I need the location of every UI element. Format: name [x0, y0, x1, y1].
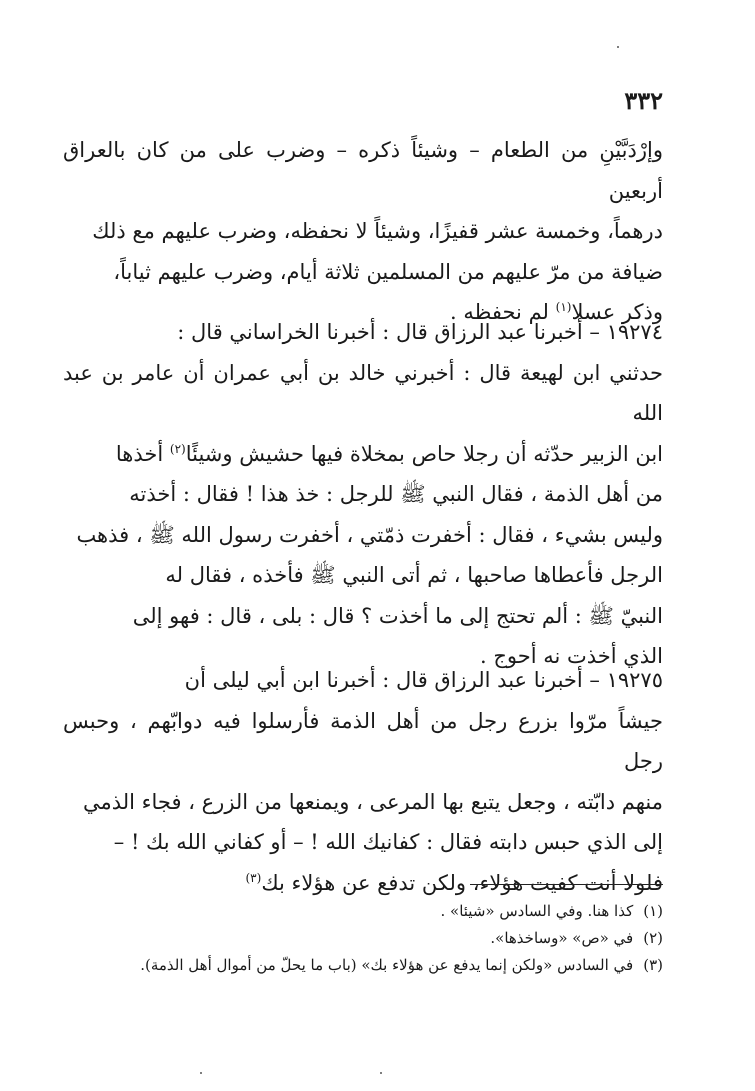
text-line: النبيّ ﷺ : ألم تحتج إلى ما أخذت ؟ قال : بلى ، قال : فهو إلى [132, 603, 663, 628]
text-line: حدثني ابن لهيعة قال : أخبرني خالد بن أبي عمران أن عامر بن عبد الله [63, 360, 663, 425]
footnote-text: في «ص» «وساخذها». [490, 929, 634, 947]
paragraph-19274 [63, 312, 663, 677]
text-line: درهماً، وخمسة عشر قفيزًا، وشيئاً لا نحفظه، وضرب عليهم مع ذلك [92, 219, 663, 243]
footnote-text: في السادس «ولكن إنما يدفع عن هؤلاء بك» (باب ما يحلّ من أموال أهل الذمة). [140, 956, 634, 974]
text-line: من أهل الذمة ، فقال النبي ﷺ للرجل : خذ هذا ! فقال : أخذته [129, 482, 663, 506]
footnote-divider [470, 884, 663, 885]
page-speck [380, 1072, 382, 1074]
paragraph-1 [63, 130, 663, 333]
footnote-1 [53, 898, 663, 925]
text-segment: وذكر عسلا [571, 300, 663, 324]
footnotes [53, 898, 663, 979]
footnote-number: (٢) [643, 929, 663, 947]
page-speck [617, 46, 619, 48]
text-line: وإرْدَبَّيْنِ من الطعام – وشيئاً ذكره – وضرب على من كان بالعراق أربعين [63, 138, 663, 203]
page-speck [200, 1072, 202, 1074]
text-segment: لم نحفظه . [450, 300, 556, 324]
text-line: وليس بشيء ، فقال : أخفرت ذمّتي ، أخفرت رسول الله ﷺ ، فذهب [76, 522, 663, 547]
text-segment: أخذها [115, 441, 170, 466]
footnote-ref-1: (١) [555, 300, 572, 314]
text-line [63, 434, 663, 475]
footnote-text: كذا هنا. وفي السادس «شيئا» . [440, 902, 634, 920]
footnote-number: (١) [643, 902, 663, 920]
page-number: ٣٣٢ [624, 86, 663, 115]
text-line: منهم دابّته ، وجعل يتبع بها المرعى ، ويمنعها من الزرع ، فجاء الذمي [82, 789, 663, 814]
text-segment: ابن الزبير حدّثه أن رجلا حاص بمخلاة فيها حشيش وشيئًا [185, 441, 663, 466]
paragraph-19275 [63, 660, 663, 903]
text-line: إلى الذي حبس دابته فقال : كفانيك الله ! – أو كفاني الله بك ! – [113, 830, 663, 854]
text-line: ١٩٢٧٤ – أخبرنا عبد الرزاق قال : أخبرنا الخراساني قال : [177, 320, 663, 344]
text-line: ١٩٢٧٥ – أخبرنا عبد الرزاق قال : أخبرنا ابن أبي ليلى أن [184, 668, 663, 692]
footnote-3 [53, 952, 663, 979]
text-line [63, 863, 663, 904]
footnote-2 [53, 925, 663, 952]
footnote-number: (٣) [643, 956, 663, 974]
footnote-ref-2: (٢) [169, 441, 186, 456]
text-line: الرجل فأعطاها صاحبها ، ثم أتى النبي ﷺ فأخذه ، فقال له [165, 563, 663, 587]
footnote-ref-3: (٣) [245, 870, 262, 885]
text-segment: فلولا أنت كفيت هؤلاء، ولكن تدفع عن هؤلاء بك [261, 870, 663, 895]
text-line: الذي أخذت نه أحوج . [479, 644, 663, 668]
text-line: ضيافة من مرّ عليهم من المسلمين ثلاثة أيام، وضرب عليهم ثياباً، [113, 259, 663, 284]
text-line: جيشاً مرّوا بزرع رجل من أهل الذمة فأرسلوا فيه دوابّهم ، وحبس رجل [63, 708, 663, 773]
